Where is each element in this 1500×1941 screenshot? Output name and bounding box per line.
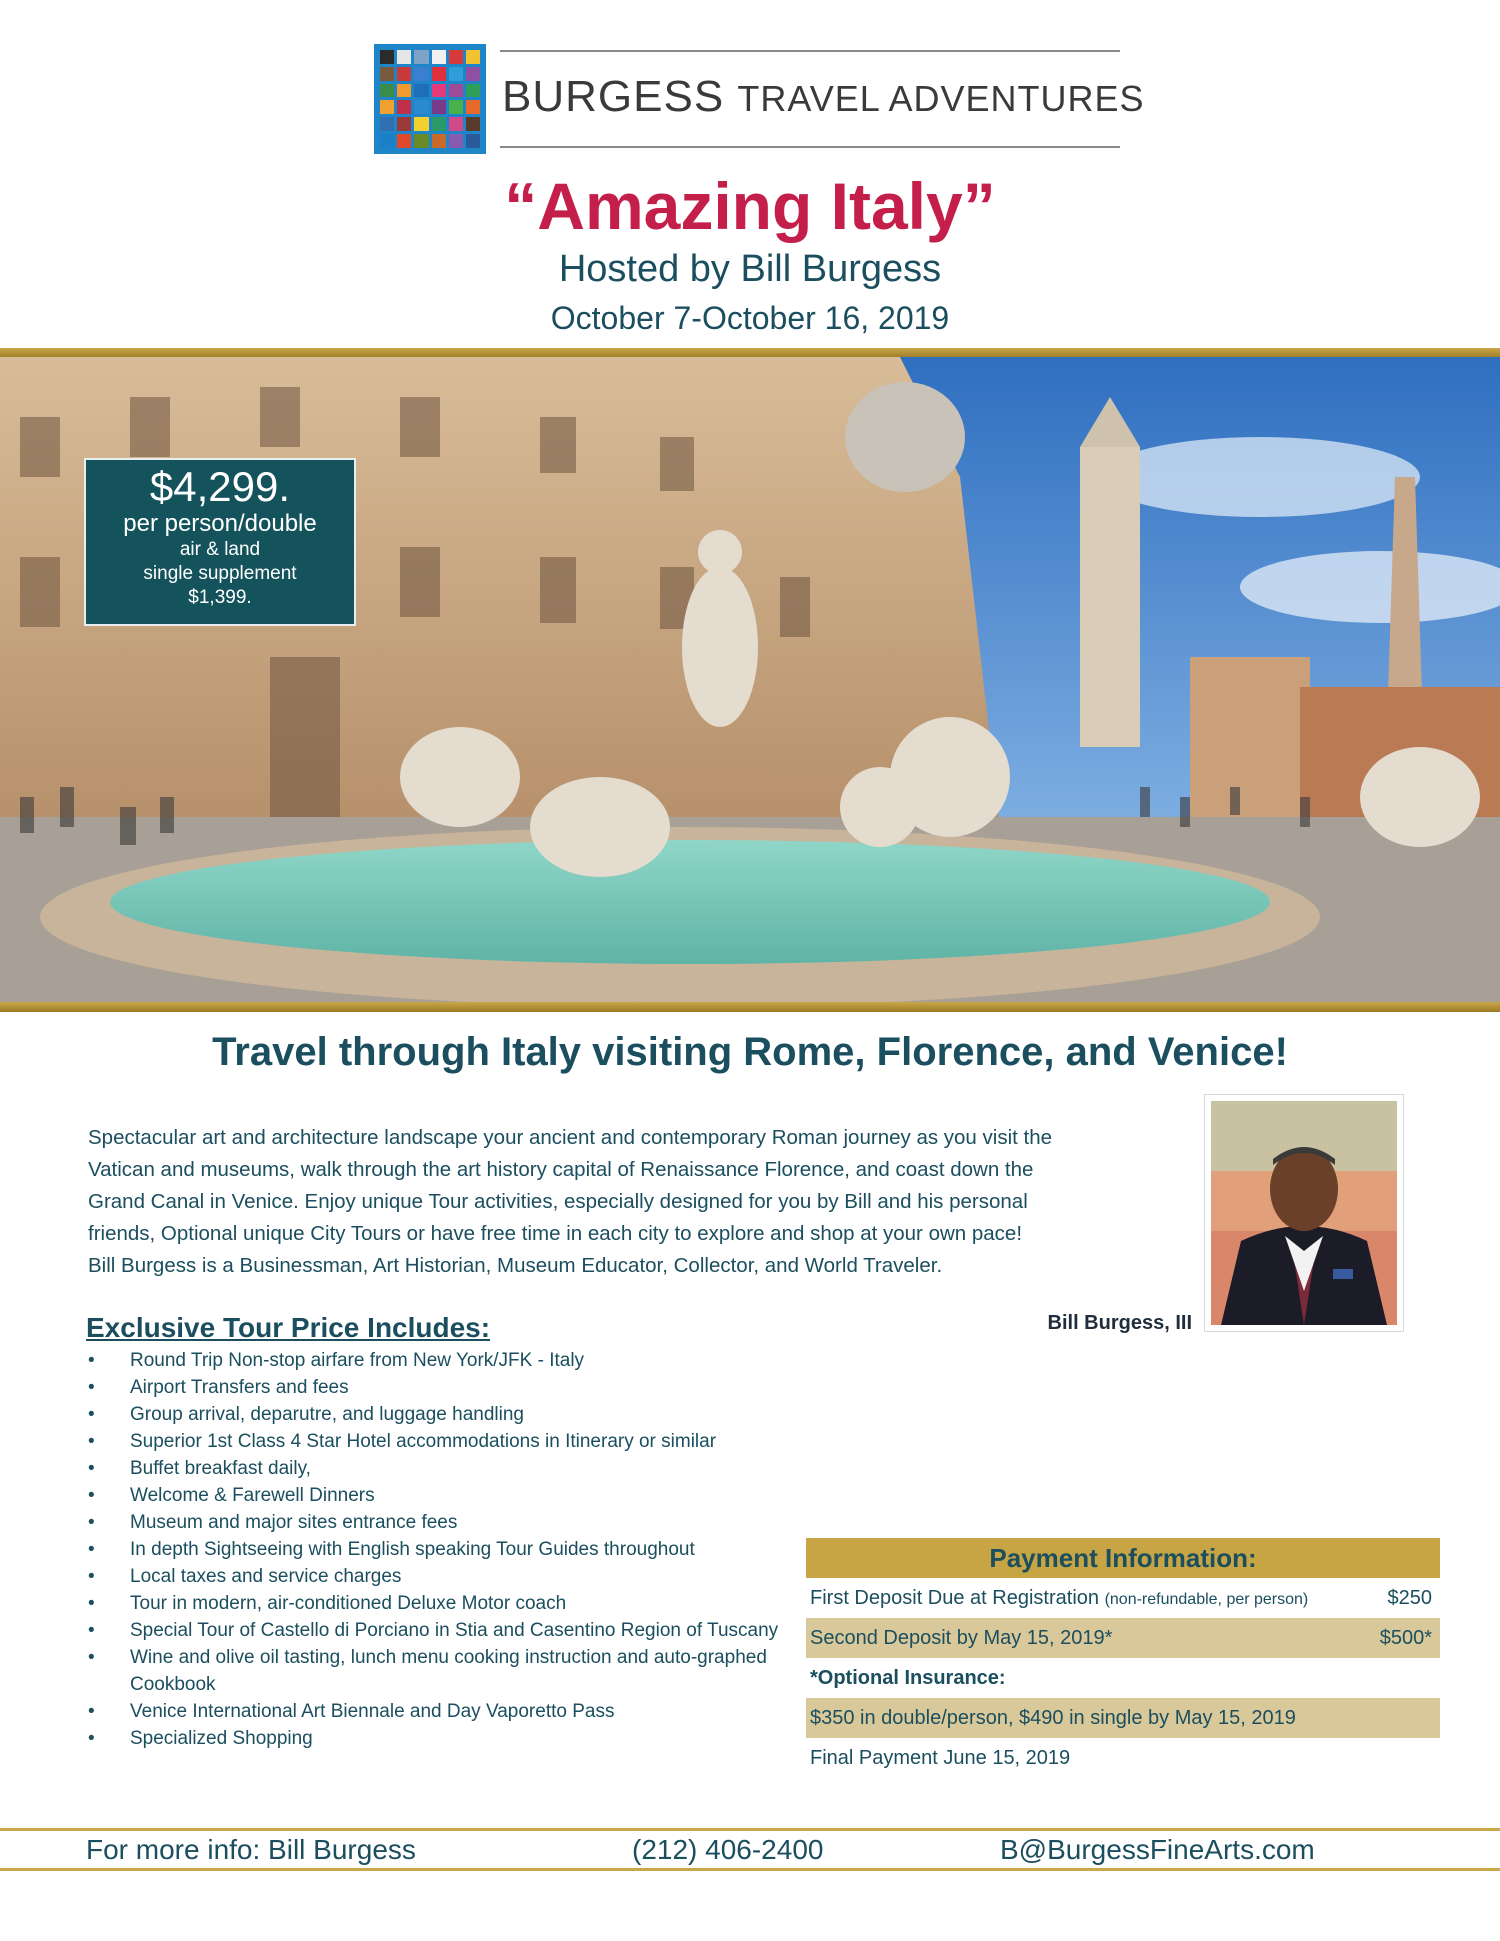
description-line: Vatican and museums, walk through the art history capital of Renaissance Florence, and coast down the	[88, 1158, 1034, 1181]
list-item: • Museum and major sites entrance fees	[86, 1509, 796, 1536]
list-item: • Specialized Shopping	[86, 1725, 796, 1752]
list-item: • Buffet breakfast daily,	[86, 1455, 796, 1482]
includes-heading: Exclusive Tour Price Includes:	[86, 1312, 491, 1343]
description-line: Bill Burgess is a Businessman, Art Historian, Museum Educator, Collector, and World Traveler.	[88, 1254, 943, 1277]
payment-row-insurance-label: *Optional Insurance:	[810, 1667, 1006, 1689]
footer-rule-top	[0, 1828, 1500, 1831]
list-item: • Superior 1st Class 4 Star Hotel accommodations in Itinerary or similar	[86, 1428, 796, 1455]
price-per: per person/double	[123, 510, 317, 537]
logo-tile	[380, 134, 394, 148]
logo-tile	[414, 117, 428, 131]
page-title: “Amazing Italy”	[504, 169, 996, 243]
list-item: • Round Trip Non-stop airfare from New York/JFK - Italy	[86, 1347, 796, 1374]
list-item: • Venice International Art Biennale and Day Vaporetto Pass	[86, 1698, 796, 1725]
logo-tile	[466, 100, 480, 114]
logo-tile	[466, 134, 480, 148]
first-deposit-note: (non-refundable, per person)	[1104, 1591, 1309, 1608]
logo-text-big: BURGESS	[502, 72, 725, 121]
price-air-land: air & land	[179, 539, 261, 560]
logo-text-rest: TRAVEL ADVENTURES	[737, 78, 1145, 119]
logo-tile	[432, 134, 446, 148]
list-item: • Tour in modern, air-conditioned Deluxe Motor coach	[86, 1590, 796, 1617]
logo-tile	[466, 50, 480, 64]
payment-row-first-deposit	[806, 1578, 1440, 1618]
list-item: • In depth Sightseeing with English speaking Tour Guides throughout	[86, 1536, 796, 1563]
logo-tile	[432, 84, 446, 98]
price-box	[84, 458, 356, 626]
logo-rule-top	[500, 50, 1120, 52]
footer-phone: (212) 406-2400	[632, 1834, 824, 1865]
host-caption: Bill Burgess, III	[1047, 1312, 1192, 1334]
list-item: • Special Tour of Castello di Porciano in Stia and Casentino Region of Tuscany	[86, 1617, 786, 1644]
description-line: friends, Optional unique City Tours or have free time in each city to explore and shop at your own pace!	[88, 1222, 1023, 1245]
logo-rule-bottom	[500, 146, 1120, 148]
hero-image-piazza-navona	[0, 357, 1500, 1002]
church-dome	[845, 382, 965, 492]
fountain-water	[110, 840, 1270, 964]
logo-tile	[397, 50, 411, 64]
payment-row-insurance: $350 in double/person, $490 in single by May 15, 2019	[806, 1698, 1440, 1738]
bell-tower	[1080, 447, 1140, 747]
footer-contact-name: For more info: Bill Burgess	[86, 1834, 416, 1865]
logo-tile	[466, 84, 480, 98]
footer-rule-bottom	[0, 1868, 1500, 1871]
list-item: • Welcome & Farewell Dinners	[86, 1482, 796, 1509]
logo-tile	[449, 67, 463, 81]
logo-tile	[449, 134, 463, 148]
logo-tile	[432, 117, 446, 131]
payment-heading: Payment Information:	[806, 1538, 1440, 1578]
company-logo-mark	[374, 44, 486, 154]
second-deposit-label: Second Deposit by May 15, 2019*	[810, 1627, 1113, 1649]
price-supplement-amount: $1,399.	[188, 587, 252, 608]
logo-tile	[397, 134, 411, 148]
tour-description	[88, 1122, 1198, 1282]
logo-tile	[432, 50, 446, 64]
first-deposit-label: First Deposit Due at Registration	[810, 1587, 1100, 1609]
logo-tile	[414, 84, 428, 98]
payment-row-second-deposit	[806, 1618, 1440, 1658]
host-portrait	[1211, 1101, 1397, 1325]
cloud	[1100, 437, 1420, 517]
logo-tile	[397, 117, 411, 131]
list-item: • Group arrival, deparutre, and luggage handling	[86, 1401, 796, 1428]
logo-tile	[380, 100, 394, 114]
list-item: • Local taxes and service charges	[86, 1563, 796, 1590]
logo-tile	[380, 117, 394, 131]
list-item: • Wine and olive oil tasting, lunch menu cooking instruction and auto-graphed Cookbook	[86, 1644, 786, 1698]
hero-bottom-rule	[0, 1002, 1500, 1012]
logo-tile	[432, 67, 446, 81]
description-line: Grand Canal in Venice. Enjoy unique Tour activities, especially designed for you by Bill and his personal	[88, 1190, 1028, 1213]
logo-tile	[466, 117, 480, 131]
logo-tile	[466, 67, 480, 81]
description-line: Spectacular art and architecture landscape your ancient and contemporary Roman journey as you visit the	[88, 1126, 1053, 1149]
logo-tile	[414, 67, 428, 81]
logo-tile	[380, 67, 394, 81]
logo-tile	[380, 50, 394, 64]
includes-list	[86, 1347, 796, 1752]
footer-email: B@BurgessFineArts.com	[1000, 1834, 1315, 1865]
list-item: • Airport Transfers and fees	[86, 1374, 796, 1401]
logo-tile	[414, 50, 428, 64]
logo-tile	[449, 84, 463, 98]
logo-mosaic	[380, 50, 480, 148]
logo-tile	[397, 100, 411, 114]
logo-tile	[432, 100, 446, 114]
logo-tile	[397, 84, 411, 98]
hero-illustration	[0, 357, 1500, 1002]
logo-tile	[449, 117, 463, 131]
payment-table	[806, 1538, 1440, 1778]
logo-tile	[380, 84, 394, 98]
price-supplement-label: single supplement	[143, 563, 297, 584]
logo-tile	[414, 134, 428, 148]
second-deposit-amount: $500*	[1379, 1627, 1432, 1649]
payment-row-final: Final Payment June 15, 2019	[810, 1747, 1071, 1769]
host-photo	[1204, 1094, 1404, 1332]
logo-tile	[397, 67, 411, 81]
logo-tile	[449, 100, 463, 114]
tour-headline: Travel through Italy visiting Rome, Florence, and Venice!	[212, 1030, 1288, 1074]
company-logo-text	[502, 72, 1145, 122]
distant-building	[1190, 657, 1310, 837]
page-subtitle: Hosted by Bill Burgess	[558, 248, 942, 290]
logo-tile	[449, 50, 463, 64]
logo-tile	[414, 100, 428, 114]
tour-price: $4,299.	[149, 463, 291, 510]
first-deposit-amount: $250	[1387, 1587, 1432, 1609]
tour-dates: October 7-October 16, 2019	[550, 300, 950, 336]
